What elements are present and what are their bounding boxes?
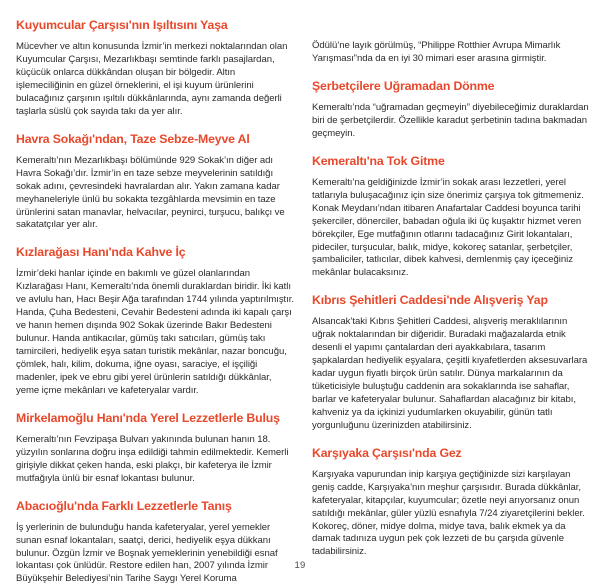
section-kizlaragasi-hani: [16, 245, 294, 397]
two-column-layout: [16, 18, 589, 586]
section-body: Kemeraltı’nda “uğramadan geçmeyin” diyebileceğimiz duraklardan biri de şerbetçilerdir. Özellikle karadut şerbetinin tadına bakmadan geçmeyin.: [312, 101, 589, 139]
section-heading: Karşıyaka Çarşısı'nda Gez: [312, 445, 462, 460]
right-column: [312, 18, 590, 559]
continuation-paragraph-block: [312, 40, 590, 66]
section-kuyumcular-carsisi: [16, 18, 294, 119]
continuation-paragraph: Ödülü’ne layık görülmüş, “Philippe Rotthier Avrupa Mimarlık Yarışması”nda da en iyi 30 mimari eser arasına girmiştir.: [312, 40, 561, 64]
section-body: İzmir’deki hanlar içinde en bakımlı ve güzel olanlarından Kızlarağası Hanı, Kemeraltı’nda önemli duraklardan biridir. İki katlı ve avlulu han, Hacı Beşir Ağa tarafından 1744 yılında yaptırılmıştır. Handa, Çuha Bedesteni, Cevahir Bedesteni adında iki kapalı çarşı ve hanın hemen dışında 902 Sokak üzerinde Bakır Bedesteni bulunur. Handa antikacılar, gümüş takı satıcıları, gümüş takı tamircileri, hediyelik eşya satan turistik mekânlar, nazar boncuğu, çömlek, halı, kilim, dokuma, iğne oyası, saraciye, el işçiliği madenler, ipek ve ebru gibi yerel ürünlerin satıldığı dükkânlar, yeme içme mekânları ve kafeteryalar vardır.: [16, 268, 294, 396]
section-heading: Kızlarağası Hanı'nda Kahve İç: [16, 245, 186, 260]
section-body: Kemeraltı’nın Mezarlıkbaşı bölümünde 929 Sokak’ın diğer adı Havra Sokağı’dır. İzmir’in en taze sebze meyvelerinin satıldığı sokak adını, çevresindeki havralardan alır. Yakın zamana kadar meyhaneleriyle ünlü bu sokakta tezgâhlarda mevsimin en taze ürünlerini satan manavlar, helvacılar, peynirci, turşucu, balıkçı ve sakatatçılar yer alır.: [16, 154, 285, 231]
section-body: Karşıyaka vapurundan inip karşıya geçtiğinizde sizi karşılayan geniş cadde, Karşıyaka’nın meşhur çarşısıdır. Burada dükkânlar, kafeteryalar, kitapçılar, kuyumcular; özetle neyi arıyorsanız onun satıldığı mekânlar, güler yüzlü esnafıyla 7/24 ziyaretçilerini bekler. Kokoreç, döner, midye dolma, midye tava, balık ekmek ya da damak tadınıza uygun pek çok lezzeti de bu çarşıda güvenle tadabilirsiniz.: [312, 468, 585, 558]
section-heading: Abacıoğlu'nda Farklı Lezzetlerle Tanış: [16, 498, 232, 513]
section-kibris-sehitleri-caddesi: [312, 293, 590, 432]
section-heading: Kemeraltı'na Tok Gitme: [312, 153, 445, 168]
section-kemeralti-tok-gitme: [312, 154, 590, 281]
left-column: [16, 18, 294, 586]
section-body: Mücevher ve altın konusunda İzmir’in merkezi noktalarından olan Kuyumcular Çarşısı, Mezarlıkbaşı semtinde farklı pasajlardan, küçücük onlarca dükkândan oluşan bir bölgedir. Altın işlemeciliğinin en güzel örneklerini, el işi kuyum ürünlerini bulacağınız çarşının ışıltılı dükkânlarında, aynı zamanda değerli taşlarla süslü çok sayıda takı da yer alır.: [16, 41, 288, 117]
section-heading: Kuyumcular Çarşısı'nın Işıltısını Yaşa: [16, 18, 228, 32]
section-mirkelamoglu-hani: [16, 411, 294, 486]
section-heading: Mirkelamoğlu Hanı'nda Yerel Lezzetlerle Buluş: [16, 410, 280, 425]
section-body: Alsancak’taki Kıbrıs Şehitleri Caddesi, alışveriş meraklılarının uğrak noktalarından bir diğeridir. Buradaki mağazalarda etnik desenli el yapımı çantalardan deri ayakkabılara, tasarım şapkalardan hediyelik eşyalara, çeşitli kıyafetlerden aksesuvarlara kadar uygun fiyatlı birçok ürün satılır. Dünya markalarının da tüketicisiyle buluştuğu caddenin ara sokaklarında ise sahaflar, barlar ve kafeteryalar bulunur. Sahaflardan alacağınız bir kitabı, kahveniz ya da içkinizi yudumlarken okuyabilir, günün tatlı yorgunluğunu üzerinizden atabilirsiniz.: [312, 316, 588, 431]
page-number: 19: [294, 560, 306, 571]
section-serbetciler: [312, 79, 590, 141]
column-top-spacer: [312, 18, 590, 40]
section-karsiyaka-carsisi: [312, 446, 590, 560]
section-body: İş yerlerinin de bulunduğu handa kafeteryalar, yerel yemekler sunan esnaf lokantaları, saatçi, derici, hediyelik eşya dükkanı bulunur. Özgün İzmir ve Boşnak yemeklerinin yenebildiği esnaf lokantası çok ünlüdür. Restore edilen han, 2007 yılında İzmir Büyükşehir Belediyesi’nin Tarihe Saygı Yerel Koruma: [16, 521, 278, 585]
section-abacioglu: [16, 499, 294, 586]
section-body: Kemeraltı’na geldiğinizde İzmir’in sokak arası lezzetleri, yerel tatlarıyla buluşacağınız için size önerimiz çarşıya tok gitmemeniz. Konak Meydanı’ndan itibaren Anafartalar Caddesi boyunca tarihi şekerciler, dönerciler, babadan oğula iki üç kuşaktır hizmet veren börekçiler, Ege mutfağının otlarını tadacağınız Girit lokantaları, pideciler, turşucular, balık, midye, kokoreç satanlar, şerbetçiler, şambaliciler, tatlıcılar, dibek kahvesi, demlenmiş çay içeceğiniz mekânlar bulacaksınız.: [312, 176, 584, 279]
section-heading: Kıbrıs Şehitleri Caddesi'nde Alışveriş Yap: [312, 293, 548, 308]
section-body: Kemeraltı’nın Fevzipaşa Bulvarı yakınında bulunan hanın 18. yüzyılın sonlarına doğru inşa edildiği tahmin edilmektedir. Kemerli girişiyle dikkat çeken handa, eski plakçı, bir kafeterya ile İzmir mutfağıyla ünlü bir esnaf lokantası bulunur.: [16, 433, 289, 484]
section-heading: Havra Sokağı'ndan, Taze Sebze-Meyve Al: [16, 131, 250, 146]
section-havra-sokagi: [16, 132, 294, 233]
section-heading: Şerbetçilere Uğramadan Dönme: [312, 78, 495, 93]
